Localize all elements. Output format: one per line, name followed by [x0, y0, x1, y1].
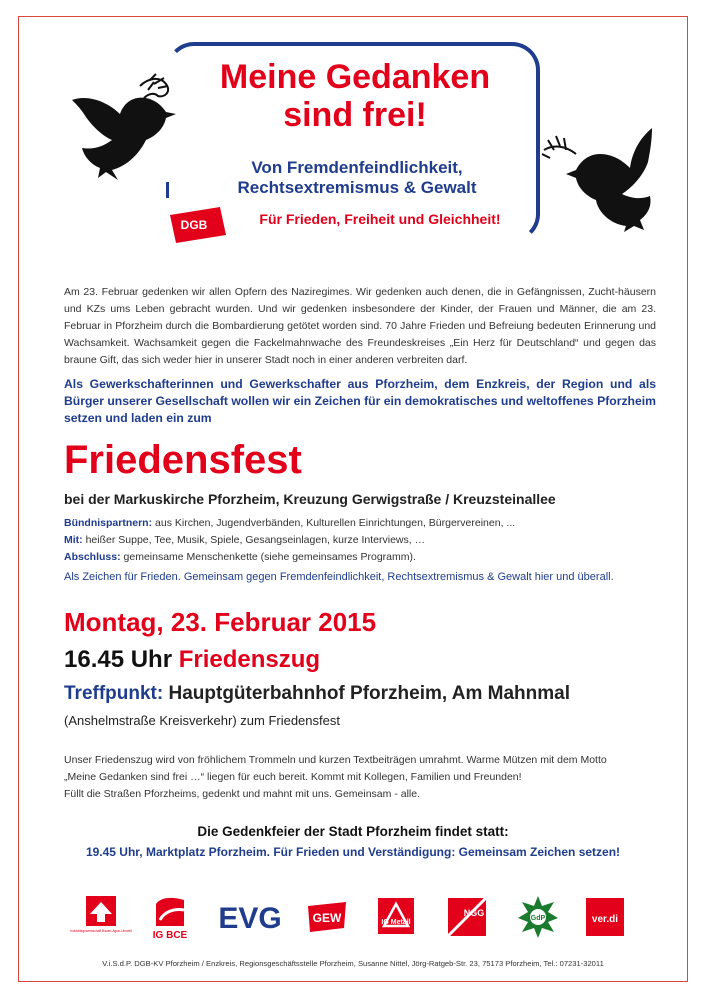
igbce-logo	[150, 894, 190, 940]
dove-right-icon	[536, 124, 656, 232]
header-arc-tick	[166, 182, 169, 198]
detail-text: aus Kirchen, Jugendverbänden, Kulturellen Einrichtungen, Bürgervereinen, ...	[152, 517, 516, 529]
igbau-logo-text: Industriegewerkschaft Bauen-Agrar-Umwelt	[70, 929, 132, 933]
igmetall-logo	[376, 894, 416, 940]
page-title	[150, 58, 560, 134]
detail-with	[64, 532, 656, 548]
detail-partners	[64, 515, 656, 531]
gew-logo-text: GEW	[312, 911, 342, 925]
slogan: Für Frieden, Freiheit und Gleichheit!	[259, 211, 501, 227]
event-time	[64, 645, 320, 675]
igbce-logo-text: IG BCE	[152, 930, 188, 941]
motto: Als Zeichen für Frieden. Gemeinsam gegen Fremdenfeindlichkeit, Rechtsextremismus & Gewalt hier und überall.	[64, 571, 614, 583]
title-line-2: sind frei!	[283, 96, 427, 134]
city-ceremony-details: 19.45 Uhr, Marktplatz Pforzheim. Für Frieden und Verständigung: Gemeinsam Zeichen setzen!	[85, 845, 621, 859]
detail-label: Mit:	[64, 534, 83, 546]
ngg-logo	[444, 894, 490, 940]
city-ceremony-heading: Die Gedenkfeier der Stadt Pforzheim findet statt:	[197, 824, 509, 839]
igmetall-logo-text: IG Metall	[381, 919, 411, 926]
gew-logo	[306, 894, 348, 940]
detail-label: Abschluss:	[64, 551, 121, 563]
parade-line-2: „Meine Gedanken sind frei …“ liegen für euch bereit. Kommt mit Kollegen, Familien und Freunden!	[64, 771, 522, 783]
gdp-logo	[516, 894, 560, 940]
meeting-point	[64, 681, 570, 707]
title-line-1: Meine Gedanken	[219, 58, 491, 96]
meeting-point-sub: (Anshelmstraße Kreisverkehr) zum Friedensfest	[64, 713, 340, 728]
event-time-label: Friedenszug	[178, 646, 321, 673]
ngg-logo-text: NGG	[463, 908, 485, 918]
detail-text: heißer Suppe, Tee, Musik, Spiele, Gesangseinlagen, kurze Interviews, …	[82, 534, 426, 546]
evg-logo	[208, 894, 292, 940]
intro-paragraph: Am 23. Februar gedenken wir allen Opfern des Naziregimes. Wir gedenken auch denen, die in Gefängnissen, Zucht-häusern und KZs ums Leben gebracht wurden. Und wir gedenken insbesondere der Kinder, der Frauen und Männer, die am 23. Februar in Pforzheim durch die Bombardierung getötet worden sind. 70 Jahre Frieden und Befreiung bedeuten Erinnerung und Wachsamkeit. Wachsamkeit gegen die Fackelmahnwache des Freundeskreises „Ein Herz für Deutschland“ und gegen das braune Gift, das sich weder hier in unserer Stadt noch in einer anderen verbreiten darf.	[64, 286, 656, 366]
gdp-logo-text: GdP	[530, 915, 546, 922]
parade-line-3: Füllt die Straßen Pforzheims, gedenkt und mahnt mit uns. Gemeinsam - alle.	[64, 788, 420, 800]
meeting-point-place: Hauptgüterbahnhof Pforzheim, Am Mahnmal	[168, 683, 570, 704]
dgb-logo-text: DGB	[180, 218, 208, 232]
fest-place: bei der Markuskirche Pforzheim, Kreuzung Gerwigstraße / Kreuzsteinallee	[64, 491, 556, 507]
meeting-point-label: Treffpunkt:	[64, 683, 164, 704]
evg-logo-text: EVG	[218, 902, 282, 935]
detail-text: gemeinsame Menschenkette (siehe gemeinsames Programm).	[120, 551, 416, 563]
subtitle-line-2: Rechtsextremismus & Gewalt	[237, 178, 477, 197]
subtitle-line-1: Von Fremdenfeindlichkeit,	[251, 158, 463, 177]
footer-imprint: V.i.S.d.P. DGB-KV Pforzheim / Enzkreis, Regionsgeschäftsstelle Pforzheim, Susanne Nittel, Jörg-Ratgeb-Str. 23, 75173 Pforzheim, Tel.: 07231-32011	[102, 959, 604, 968]
verdi-logo-text: ver.di	[591, 914, 619, 925]
event-time-value: 16.45 Uhr	[64, 646, 173, 673]
parade-paragraph	[64, 752, 656, 803]
verdi-logo	[584, 894, 626, 940]
union-logos	[70, 894, 640, 942]
detail-label: Bündnispartnern:	[64, 517, 153, 529]
dgb-logo	[170, 205, 226, 245]
event-date: Montag, 23. Februar 2015	[64, 607, 377, 637]
fest-title: Friedensfest	[64, 438, 302, 482]
subtitle	[176, 158, 538, 198]
parade-line-1: Unser Friedenszug wird von fröhlichem Trommeln und kurzen Textbeiträgen umrahmt. Warme Mützen mit dem Motto	[64, 754, 607, 766]
detail-closing	[64, 549, 656, 565]
callout-paragraph: Als Gewerkschafterinnen und Gewerkschafter aus Pforzheim, dem Enzkreis, der Region und als Bürger unserer Gesellschaft wollen wir ein Zeichen für ein demokratisches und weltoffenes Pforzheim setzen und laden ein zum	[64, 377, 656, 425]
igbau-logo	[70, 894, 132, 940]
